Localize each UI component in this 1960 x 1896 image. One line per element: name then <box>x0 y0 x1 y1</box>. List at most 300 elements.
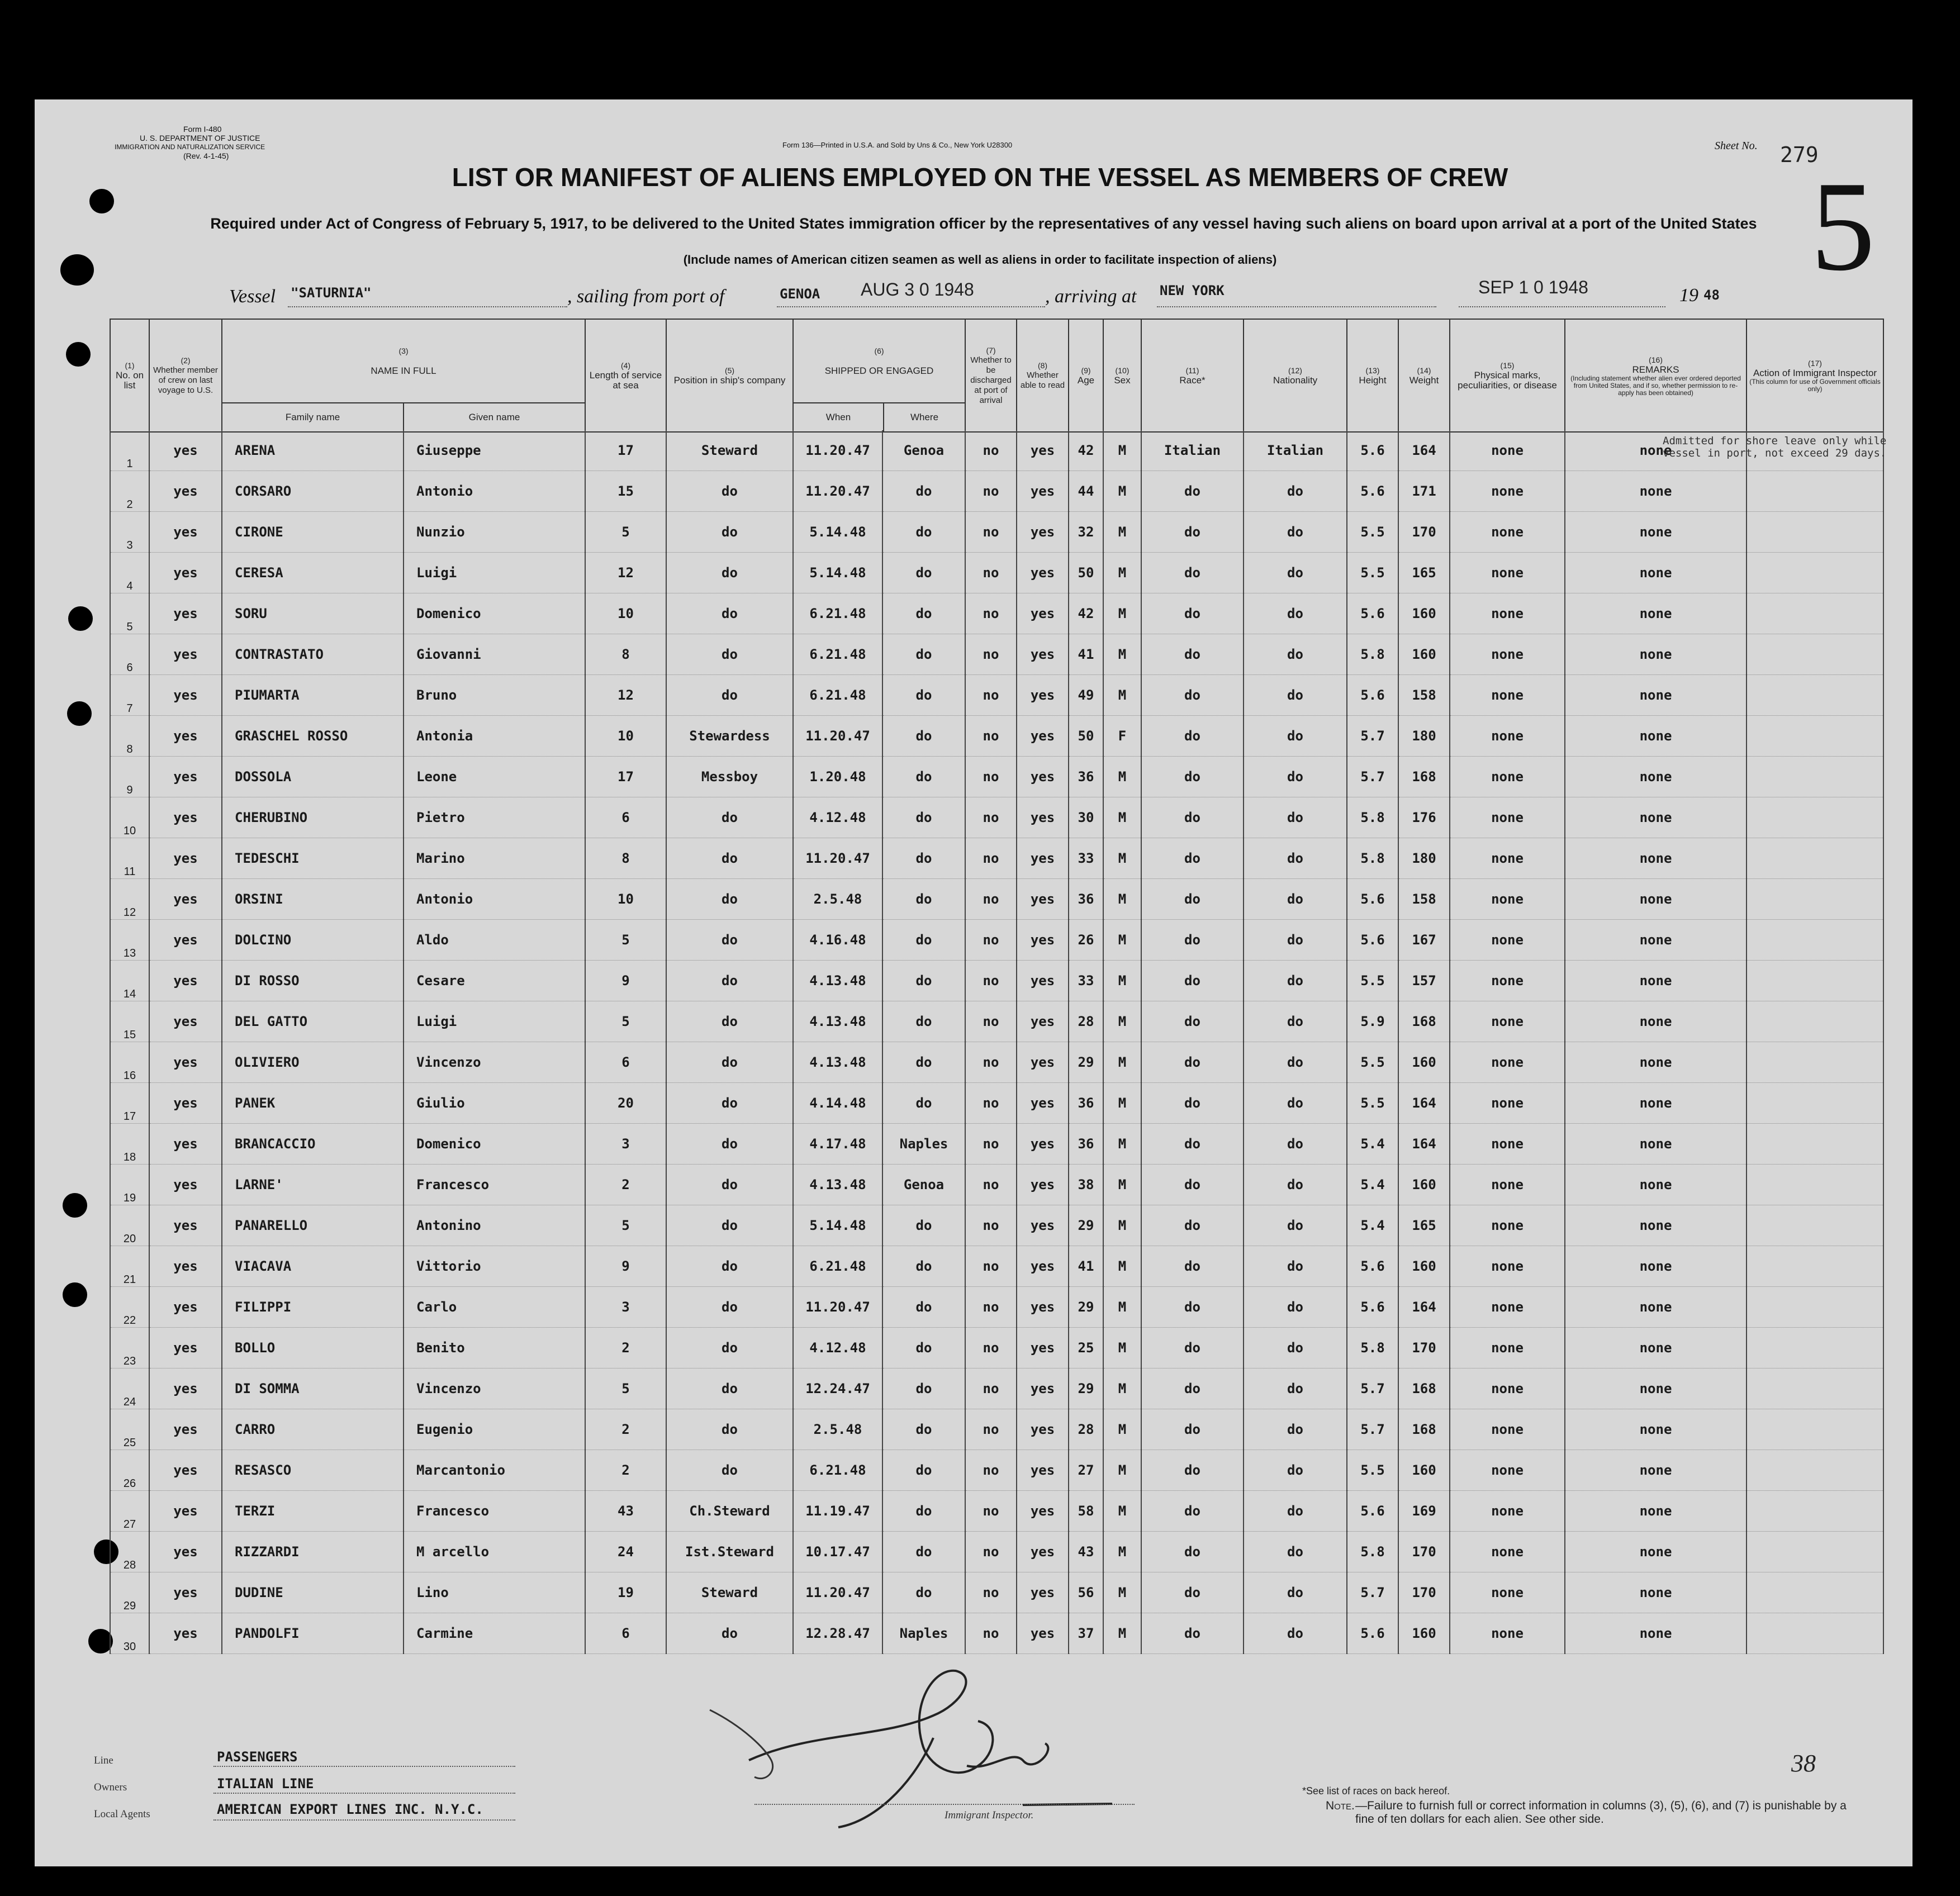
sex-cell: M <box>1103 1042 1141 1083</box>
crew-row <box>110 1165 1883 1205</box>
weight-cell: 171 <box>1398 471 1450 512</box>
physical-marks-cell: none <box>1450 1287 1565 1328</box>
col-position-header: Position in ship's company <box>673 375 786 386</box>
given-name-cell: Bruno <box>404 675 585 716</box>
height-cell: 5.7 <box>1347 1572 1398 1613</box>
race-cell: do <box>1141 1165 1244 1205</box>
prev-voyage-cell: yes <box>149 1491 222 1532</box>
service-cell: 2 <box>585 1165 666 1205</box>
family-name-cell: TEDESCHI <box>222 838 404 879</box>
age-cell: 42 <box>1069 593 1103 634</box>
physical-marks-cell: none <box>1450 1532 1565 1572</box>
family-name-cell: DOSSOLA <box>222 757 404 797</box>
physical-marks-cell: none <box>1450 553 1565 593</box>
race-cell: do <box>1141 1613 1244 1654</box>
height-cell: 5.6 <box>1347 1246 1398 1287</box>
age-cell: 38 <box>1069 1165 1103 1205</box>
shipped-when-cell: 4.12.48 <box>793 797 882 838</box>
shipped-when-cell: 4.13.48 <box>793 1001 882 1042</box>
height-cell: 5.9 <box>1347 1001 1398 1042</box>
sex-cell: M <box>1103 1450 1141 1491</box>
race-note: *See list of races on back hereof. <box>1302 1785 1450 1797</box>
sex-cell: M <box>1103 1246 1141 1287</box>
crew-row <box>110 1205 1883 1246</box>
age-cell: 37 <box>1069 1613 1103 1654</box>
given-name-cell: Antonia <box>404 716 585 757</box>
shipped-where-cell: do <box>882 1205 965 1246</box>
nationality-cell: do <box>1244 920 1347 961</box>
owners-label: Owners <box>94 1781 127 1793</box>
crew-row <box>110 512 1883 553</box>
read-cell: yes <box>1017 1409 1069 1450</box>
remarks-cell: none <box>1565 1287 1747 1328</box>
given-name-cell: Cesare <box>404 961 585 1001</box>
nationality-cell: do <box>1244 1491 1347 1532</box>
physical-marks-cell: none <box>1450 512 1565 553</box>
physical-marks-cell: none <box>1450 1491 1565 1532</box>
col-inspector-header: Action of Immigrant Inspector <box>1753 368 1877 378</box>
position-cell: do <box>666 1409 793 1450</box>
inspector-action-cell <box>1747 471 1883 512</box>
shipped-when-cell: 4.17.48 <box>793 1124 882 1165</box>
family-name-cell: CONTRASTATO <box>222 634 404 675</box>
family-name-cell: FILIPPI <box>222 1287 404 1328</box>
position-cell: Messboy <box>666 757 793 797</box>
nationality-cell: do <box>1244 1368 1347 1409</box>
inspector-action-cell <box>1747 1287 1883 1328</box>
read-cell: yes <box>1017 797 1069 838</box>
discharge-cell: no <box>965 1491 1017 1532</box>
position-cell: do <box>666 879 793 920</box>
row-number: 27 <box>110 1491 149 1532</box>
nationality-cell: do <box>1244 512 1347 553</box>
crew-row <box>110 838 1883 879</box>
row-number: 21 <box>110 1246 149 1287</box>
remarks-cell: none <box>1565 1532 1747 1572</box>
inspector-action-cell <box>1747 1246 1883 1287</box>
arrival-date-stamp: SEP 1 0 1948 <box>1478 277 1588 297</box>
height-cell: 5.6 <box>1347 593 1398 634</box>
crew-row <box>110 1613 1883 1654</box>
read-cell: yes <box>1017 675 1069 716</box>
height-cell: 5.7 <box>1347 716 1398 757</box>
shipped-where-cell: do <box>882 1368 965 1409</box>
position-cell: Ist.Steward <box>666 1532 793 1572</box>
physical-marks-cell: none <box>1450 675 1565 716</box>
row-number: 22 <box>110 1287 149 1328</box>
crew-row <box>110 593 1883 634</box>
physical-marks-cell: none <box>1450 1001 1565 1042</box>
discharge-cell: no <box>965 1205 1017 1246</box>
inspector-action-cell <box>1747 1368 1883 1409</box>
port-of-departure: GENOA <box>780 286 820 302</box>
race-cell: do <box>1141 1532 1244 1572</box>
prev-voyage-cell: yes <box>149 1572 222 1613</box>
given-name-cell: Vittorio <box>404 1246 585 1287</box>
family-name-cell: CIRONE <box>222 512 404 553</box>
nationality-cell: do <box>1244 961 1347 1001</box>
nationality-cell: do <box>1244 1165 1347 1205</box>
height-cell: 5.8 <box>1347 1532 1398 1572</box>
physical-marks-cell: none <box>1450 1572 1565 1613</box>
inspector-action-cell <box>1747 838 1883 879</box>
physical-marks-cell: none <box>1450 471 1565 512</box>
sex-cell: M <box>1103 675 1141 716</box>
shipped-where-cell: do <box>882 675 965 716</box>
shipped-when-cell: 5.14.48 <box>793 512 882 553</box>
weight-cell: 168 <box>1398 757 1450 797</box>
sex-cell: M <box>1103 593 1141 634</box>
prev-voyage-cell: yes <box>149 1165 222 1205</box>
shipped-when-cell: 2.5.48 <box>793 1409 882 1450</box>
crew-row <box>110 797 1883 838</box>
age-cell: 28 <box>1069 1409 1103 1450</box>
page-title: LIST OR MANIFEST OF ALIENS EMPLOYED ON THE VESSEL AS MEMBERS OF CREW <box>452 163 1508 192</box>
prev-voyage-cell: yes <box>149 1042 222 1083</box>
discharge-cell: no <box>965 634 1017 675</box>
read-cell: yes <box>1017 593 1069 634</box>
position-cell: do <box>666 1328 793 1368</box>
weight-cell: 164 <box>1398 430 1450 471</box>
race-cell: do <box>1141 1205 1244 1246</box>
shipped-when-cell: 6.21.48 <box>793 675 882 716</box>
service-cell: 5 <box>585 1001 666 1042</box>
weight-cell: 170 <box>1398 1572 1450 1613</box>
shipped-where-cell: do <box>882 716 965 757</box>
read-cell: yes <box>1017 1083 1069 1124</box>
discharge-cell: no <box>965 1450 1017 1491</box>
shipped-when-cell: 6.21.48 <box>793 634 882 675</box>
nationality-cell: do <box>1244 1083 1347 1124</box>
service-cell: 2 <box>585 1328 666 1368</box>
sex-cell: F <box>1103 716 1141 757</box>
weight-cell: 160 <box>1398 1613 1450 1654</box>
row-number: 30 <box>110 1613 149 1654</box>
col-given-name-header: Given name <box>468 412 520 422</box>
service-cell: 19 <box>585 1572 666 1613</box>
remarks-cell: none <box>1565 838 1747 879</box>
given-name-cell: Domenico <box>404 593 585 634</box>
race-cell: do <box>1141 553 1244 593</box>
discharge-cell: no <box>965 716 1017 757</box>
discharge-cell: no <box>965 430 1017 471</box>
nationality-cell: do <box>1244 1532 1347 1572</box>
family-name-cell: ORSINI <box>222 879 404 920</box>
read-cell: yes <box>1017 920 1069 961</box>
service-cell: 9 <box>585 1246 666 1287</box>
punch-hole <box>68 606 93 631</box>
remarks-cell: none <box>1565 675 1747 716</box>
age-cell: 50 <box>1069 553 1103 593</box>
remarks-cell: none <box>1565 1042 1747 1083</box>
remarks-cell: none <box>1565 879 1747 920</box>
height-cell: 5.5 <box>1347 1450 1398 1491</box>
sex-cell: M <box>1103 1409 1141 1450</box>
discharge-cell: no <box>965 1613 1017 1654</box>
remarks-cell: none <box>1565 1001 1747 1042</box>
col-name-header: NAME IN FULL <box>371 365 436 376</box>
position-cell: do <box>666 1368 793 1409</box>
sex-cell: M <box>1103 512 1141 553</box>
physical-marks-cell: none <box>1450 1450 1565 1491</box>
sex-cell: M <box>1103 838 1141 879</box>
sex-cell: M <box>1103 634 1141 675</box>
nationality-cell: do <box>1244 1613 1347 1654</box>
shipped-when-cell: 11.19.47 <box>793 1491 882 1532</box>
service-cell: 9 <box>585 961 666 1001</box>
inspector-action-cell <box>1747 1001 1883 1042</box>
sex-cell: M <box>1103 1287 1141 1328</box>
shipped-when-cell: 4.12.48 <box>793 1328 882 1368</box>
discharge-cell: no <box>965 512 1017 553</box>
family-name-cell: DEL GATTO <box>222 1001 404 1042</box>
weight-cell: 170 <box>1398 512 1450 553</box>
prev-voyage-cell: yes <box>149 757 222 797</box>
position-cell: do <box>666 593 793 634</box>
punch-hole <box>63 1282 87 1307</box>
age-cell: 32 <box>1069 512 1103 553</box>
inspector-label: Immigrant Inspector. <box>945 1809 1034 1821</box>
shipped-where-cell: do <box>882 757 965 797</box>
position-cell: do <box>666 1124 793 1165</box>
row-number: 26 <box>110 1450 149 1491</box>
shipped-when-cell: 4.13.48 <box>793 1042 882 1083</box>
sex-cell: M <box>1103 920 1141 961</box>
height-cell: 5.7 <box>1347 1409 1398 1450</box>
given-name-cell: Eugenio <box>404 1409 585 1450</box>
sex-cell: M <box>1103 1368 1141 1409</box>
row-number: 7 <box>110 675 149 716</box>
handwritten-mark: 38 <box>1791 1750 1816 1777</box>
family-name-cell: GRASCHEL ROSSO <box>222 716 404 757</box>
read-cell: yes <box>1017 512 1069 553</box>
read-cell: yes <box>1017 1124 1069 1165</box>
remarks-cell: none <box>1565 1572 1747 1613</box>
shipped-when-cell: 10.17.47 <box>793 1532 882 1572</box>
given-name-cell: Nunzio <box>404 512 585 553</box>
age-cell: 41 <box>1069 1246 1103 1287</box>
sex-cell: M <box>1103 1205 1141 1246</box>
col-age-header: Age <box>1077 375 1095 386</box>
vessel-label: Vessel <box>229 286 276 307</box>
nationality-cell: do <box>1244 879 1347 920</box>
given-name-cell: Francesco <box>404 1491 585 1532</box>
row-number: 9 <box>110 757 149 797</box>
physical-marks-cell: none <box>1450 757 1565 797</box>
remarks-cell: none <box>1565 757 1747 797</box>
height-cell: 5.7 <box>1347 1368 1398 1409</box>
height-cell: 5.8 <box>1347 634 1398 675</box>
shipped-when-cell: 4.16.48 <box>793 920 882 961</box>
position-cell: do <box>666 961 793 1001</box>
inspector-action-cell <box>1747 757 1883 797</box>
family-name-cell: DI SOMMA <box>222 1368 404 1409</box>
discharge-cell: no <box>965 593 1017 634</box>
sheet-label: Sheet No. <box>1715 140 1758 152</box>
nationality-cell: do <box>1244 757 1347 797</box>
read-cell: yes <box>1017 716 1069 757</box>
family-name-cell: CERESA <box>222 553 404 593</box>
family-name-cell: PANEK <box>222 1083 404 1124</box>
race-cell: do <box>1141 1491 1244 1532</box>
physical-marks-cell: none <box>1450 797 1565 838</box>
discharge-cell: no <box>965 1246 1017 1287</box>
service-cell: 24 <box>585 1532 666 1572</box>
service-cell: 5 <box>585 512 666 553</box>
family-name-cell: LARNE' <box>222 1165 404 1205</box>
service-cell: 10 <box>585 879 666 920</box>
prev-voyage-cell: yes <box>149 879 222 920</box>
weight-cell: 167 <box>1398 920 1450 961</box>
discharge-cell: no <box>965 879 1017 920</box>
height-cell: 5.8 <box>1347 797 1398 838</box>
shipped-where-cell: do <box>882 1409 965 1450</box>
given-name-cell: Francesco <box>404 1165 585 1205</box>
weight-cell: 180 <box>1398 838 1450 879</box>
prev-voyage-cell: yes <box>149 1246 222 1287</box>
prev-voyage-cell: yes <box>149 716 222 757</box>
row-number: 8 <box>110 716 149 757</box>
line-label: Line <box>94 1755 113 1766</box>
position-cell: do <box>666 920 793 961</box>
inspector-action-cell <box>1747 512 1883 553</box>
col-remarks-header: REMARKS <box>1632 364 1679 375</box>
service-cell: 3 <box>585 1124 666 1165</box>
remarks-cell: none <box>1565 961 1747 1001</box>
service-cell: 20 <box>585 1083 666 1124</box>
shipped-when-cell: 12.28.47 <box>793 1613 882 1654</box>
discharge-cell: no <box>965 961 1017 1001</box>
age-cell: 36 <box>1069 879 1103 920</box>
shipped-when-cell: 11.20.47 <box>793 1287 882 1328</box>
shipped-where-cell: do <box>882 1572 965 1613</box>
remarks-cell: none <box>1565 512 1747 553</box>
col-when-header: When <box>794 403 884 431</box>
inspector-action-cell <box>1747 1165 1883 1205</box>
shipped-where-cell: do <box>882 1042 965 1083</box>
discharge-cell: no <box>965 797 1017 838</box>
physical-marks-cell: none <box>1450 1042 1565 1083</box>
inspector-action-cell <box>1747 879 1883 920</box>
prev-voyage-cell: yes <box>149 961 222 1001</box>
prev-voyage-cell: yes <box>149 512 222 553</box>
shipped-when-cell: 11.20.47 <box>793 1572 882 1613</box>
service-cell: 17 <box>585 757 666 797</box>
position-cell: do <box>666 553 793 593</box>
remarks-cell: none <box>1565 1409 1747 1450</box>
age-cell: 56 <box>1069 1572 1103 1613</box>
crew-row <box>110 553 1883 593</box>
race-cell: do <box>1141 1246 1244 1287</box>
prev-voyage-cell: yes <box>149 634 222 675</box>
inspector-action-cell <box>1747 675 1883 716</box>
height-cell: 5.6 <box>1347 1491 1398 1532</box>
inspector-action-cell <box>1747 961 1883 1001</box>
read-cell: yes <box>1017 1042 1069 1083</box>
remarks-cell: none <box>1565 1450 1747 1491</box>
read-cell: yes <box>1017 1205 1069 1246</box>
position-cell: do <box>666 1246 793 1287</box>
prev-voyage-cell: yes <box>149 553 222 593</box>
shipped-where-cell: do <box>882 879 965 920</box>
shipped-when-cell: 6.21.48 <box>793 1246 882 1287</box>
crew-row <box>110 1450 1883 1491</box>
read-cell: yes <box>1017 1165 1069 1205</box>
inspector-action-cell <box>1747 1124 1883 1165</box>
remarks-cell: none <box>1565 1124 1747 1165</box>
shipped-where-cell: Naples <box>882 1613 965 1654</box>
nationality-cell: do <box>1244 1246 1347 1287</box>
service-cell: 2 <box>585 1450 666 1491</box>
read-cell: yes <box>1017 1450 1069 1491</box>
note-label: Note. <box>1326 1799 1355 1812</box>
crew-row <box>110 879 1883 920</box>
crew-row <box>110 1491 1883 1532</box>
age-cell: 27 <box>1069 1450 1103 1491</box>
service-cell: 12 <box>585 553 666 593</box>
given-name-cell: Giuseppe <box>404 430 585 471</box>
weight-cell: 165 <box>1398 1205 1450 1246</box>
weight-cell: 168 <box>1398 1001 1450 1042</box>
nationality-cell: do <box>1244 1287 1347 1328</box>
discharge-cell: no <box>965 1083 1017 1124</box>
race-cell: Italian <box>1141 430 1244 471</box>
sheet-big-mark: 5 <box>1811 155 1875 297</box>
col-nationality-header: Nationality <box>1273 375 1318 386</box>
height-cell: 5.6 <box>1347 920 1398 961</box>
race-cell: do <box>1141 1001 1244 1042</box>
crew-row <box>110 1409 1883 1450</box>
discharge-cell: no <box>965 757 1017 797</box>
remarks-cell: none <box>1565 1165 1747 1205</box>
col-height-header: Height <box>1359 375 1387 386</box>
shipped-when-cell: 6.21.48 <box>793 593 882 634</box>
nationality-cell: do <box>1244 471 1347 512</box>
row-number: 24 <box>110 1368 149 1409</box>
height-cell: 5.4 <box>1347 1205 1398 1246</box>
weight-cell: 164 <box>1398 1287 1450 1328</box>
given-name-cell: Aldo <box>404 920 585 961</box>
punch-hole <box>63 1193 87 1218</box>
physical-marks-cell: none <box>1450 1246 1565 1287</box>
col-sex-header: Sex <box>1114 375 1131 386</box>
height-cell: 5.5 <box>1347 961 1398 1001</box>
crew-row <box>110 920 1883 961</box>
position-cell: do <box>666 471 793 512</box>
family-name-cell: DUDINE <box>222 1572 404 1613</box>
physical-marks-cell: none <box>1450 961 1565 1001</box>
position-cell: do <box>666 1450 793 1491</box>
prev-voyage-cell: yes <box>149 838 222 879</box>
row-number: 12 <box>110 879 149 920</box>
crew-row <box>110 634 1883 675</box>
weight-cell: 158 <box>1398 879 1450 920</box>
race-cell: do <box>1141 1409 1244 1450</box>
shipped-where-cell: do <box>882 1450 965 1491</box>
inspector-action-cell <box>1747 553 1883 593</box>
race-cell: do <box>1141 716 1244 757</box>
remarks-cell: none <box>1565 1246 1747 1287</box>
owners-value: ITALIAN LINE <box>217 1776 314 1792</box>
prev-voyage-cell: yes <box>149 920 222 961</box>
sex-cell: M <box>1103 1328 1141 1368</box>
sex-cell: M <box>1103 553 1141 593</box>
shipped-when-cell: 5.14.48 <box>793 553 882 593</box>
shipped-where-cell: do <box>882 1491 965 1532</box>
col-service-header: Length of service at sea <box>589 370 662 391</box>
nationality-cell: do <box>1244 1409 1347 1450</box>
row-number: 25 <box>110 1409 149 1450</box>
